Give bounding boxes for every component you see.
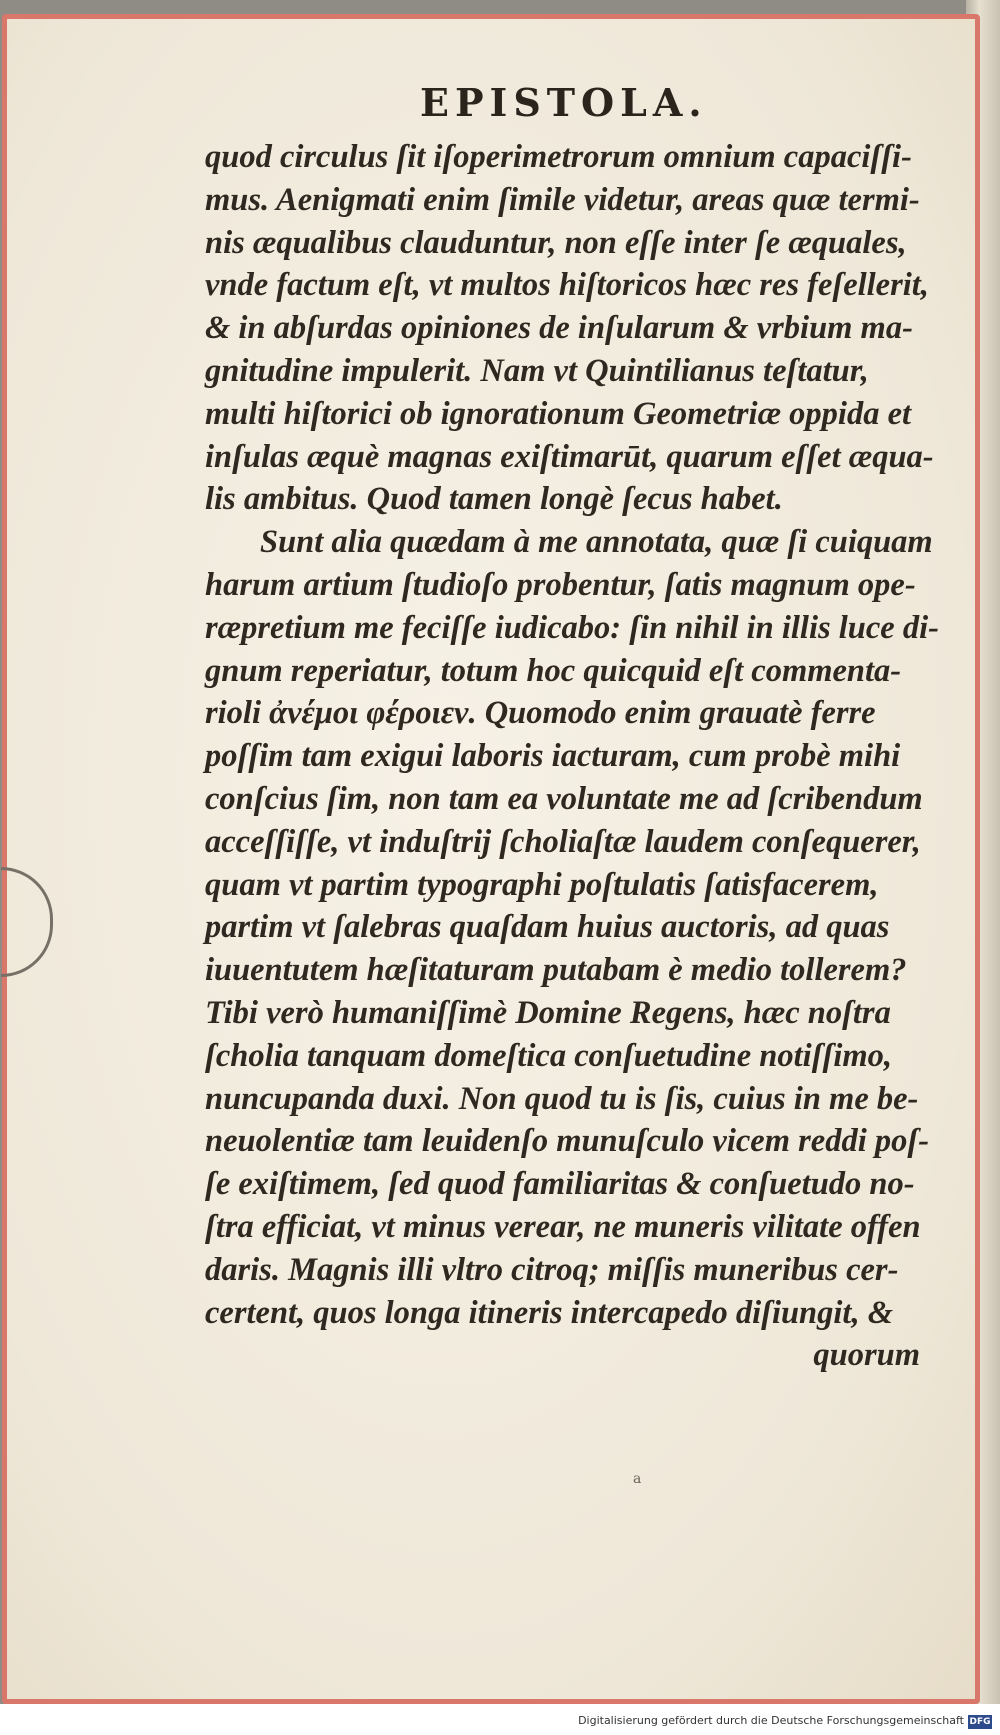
text-line: ſtra efficiat, vt minus verear, ne muneris vilitate offen	[205, 1208, 921, 1245]
text-line: poſſim tam exigui laboris iacturam, cum probè mihi	[205, 738, 901, 775]
text-line: daris. Magnis illi vltro citroq; miſſis muneribus cer-	[205, 1251, 899, 1288]
text-line: gnum reperiatur, totum hoc quicquid eſt commenta-	[205, 652, 902, 689]
catchword: quorum	[813, 1337, 920, 1374]
text-line: inſulas æquè magnas exiſtimarūt, quarum eſſet æqua-	[205, 438, 934, 475]
text-line: & in abſurdas opiniones de inſularum & vrbium ma-	[205, 310, 913, 347]
text-line: ſcholia tanquam domeſtica conſuetudine notiſſimo,	[205, 1037, 893, 1074]
text-line: vnde factum eſt, vt multos hiſtoricos hæc res feſellerit,	[205, 267, 929, 304]
text-line: conſcius ſim, non tam ea voluntate me ad ſcribendum	[205, 780, 923, 817]
text-line: multi hiſtorici ob ignorationum Geometriæ oppida et	[205, 395, 912, 432]
page-title: EPISTOLA.	[420, 80, 708, 125]
page-tab-marker	[1, 867, 53, 977]
text-line: Sunt alia quædam à me annotata, quæ ſi cuiquam	[260, 524, 933, 561]
body-text	[205, 136, 940, 1377]
text-line: ſe exiſtimem, ſed quod familiaritas & conſuetudo no-	[205, 1166, 915, 1203]
signature-mark: a	[633, 1471, 642, 1487]
text-line: certent, quos longa itineris intercapedo diſiungit, &	[205, 1294, 893, 1331]
text-line: gnitudine impulerit. Nam vt Quintilianus teſtatur,	[205, 352, 869, 389]
text-line: neuolentiæ tam leuidenſo munuſculo vicem reddi poſ-	[205, 1123, 930, 1160]
text-line: partim vt ſalebras quaſdam huius auctoris, ad quas	[205, 909, 890, 946]
text-line: quod circulus ſit iſoperimetrorum omnium capaciſſi-	[205, 139, 912, 175]
text-line: nis æqualibus clauduntur, non eſſe inter ſe æquales,	[205, 224, 907, 261]
dfg-logo: DFG	[969, 1717, 991, 1727]
text-line: lis ambitus. Quod tamen longè ſecus habet.	[205, 481, 783, 518]
text-line: iuuentutem hæſitaturam putabam è medio tollerem?	[205, 952, 907, 989]
text-line: mus. Aenigmati enim ſimile videtur, areas quæ termi-	[205, 181, 920, 218]
text-line: nuncupanda duxi. Non quod tu is ſis, cuius in me be-	[205, 1080, 919, 1117]
text-line: harum artium ſtudioſo probentur, ſatis magnum ope-	[205, 566, 916, 603]
footer-text: Digitalisierung gefördert durch die Deutsche Forschungsgemeinschaft	[578, 1714, 964, 1727]
text-line: ræpretium me feciſſe iudicabo: ſin nihil in illis luce di-	[205, 609, 939, 646]
text-line: acceſſiſſe, vt induſtrij ſcholiaſtæ laudem conſequerer,	[205, 823, 921, 860]
text-line: Tibi verò humaniſſimè Domine Regens, hæc noſtra	[205, 994, 891, 1031]
text-line: rioli ἀνέμοι φέροιεν. Quomodo enim grauatè ferre	[205, 695, 876, 732]
digitization-footer	[0, 1704, 1000, 1735]
text-line: quam vt partim typographi poſtulatis ſatisfacerem,	[205, 866, 879, 903]
